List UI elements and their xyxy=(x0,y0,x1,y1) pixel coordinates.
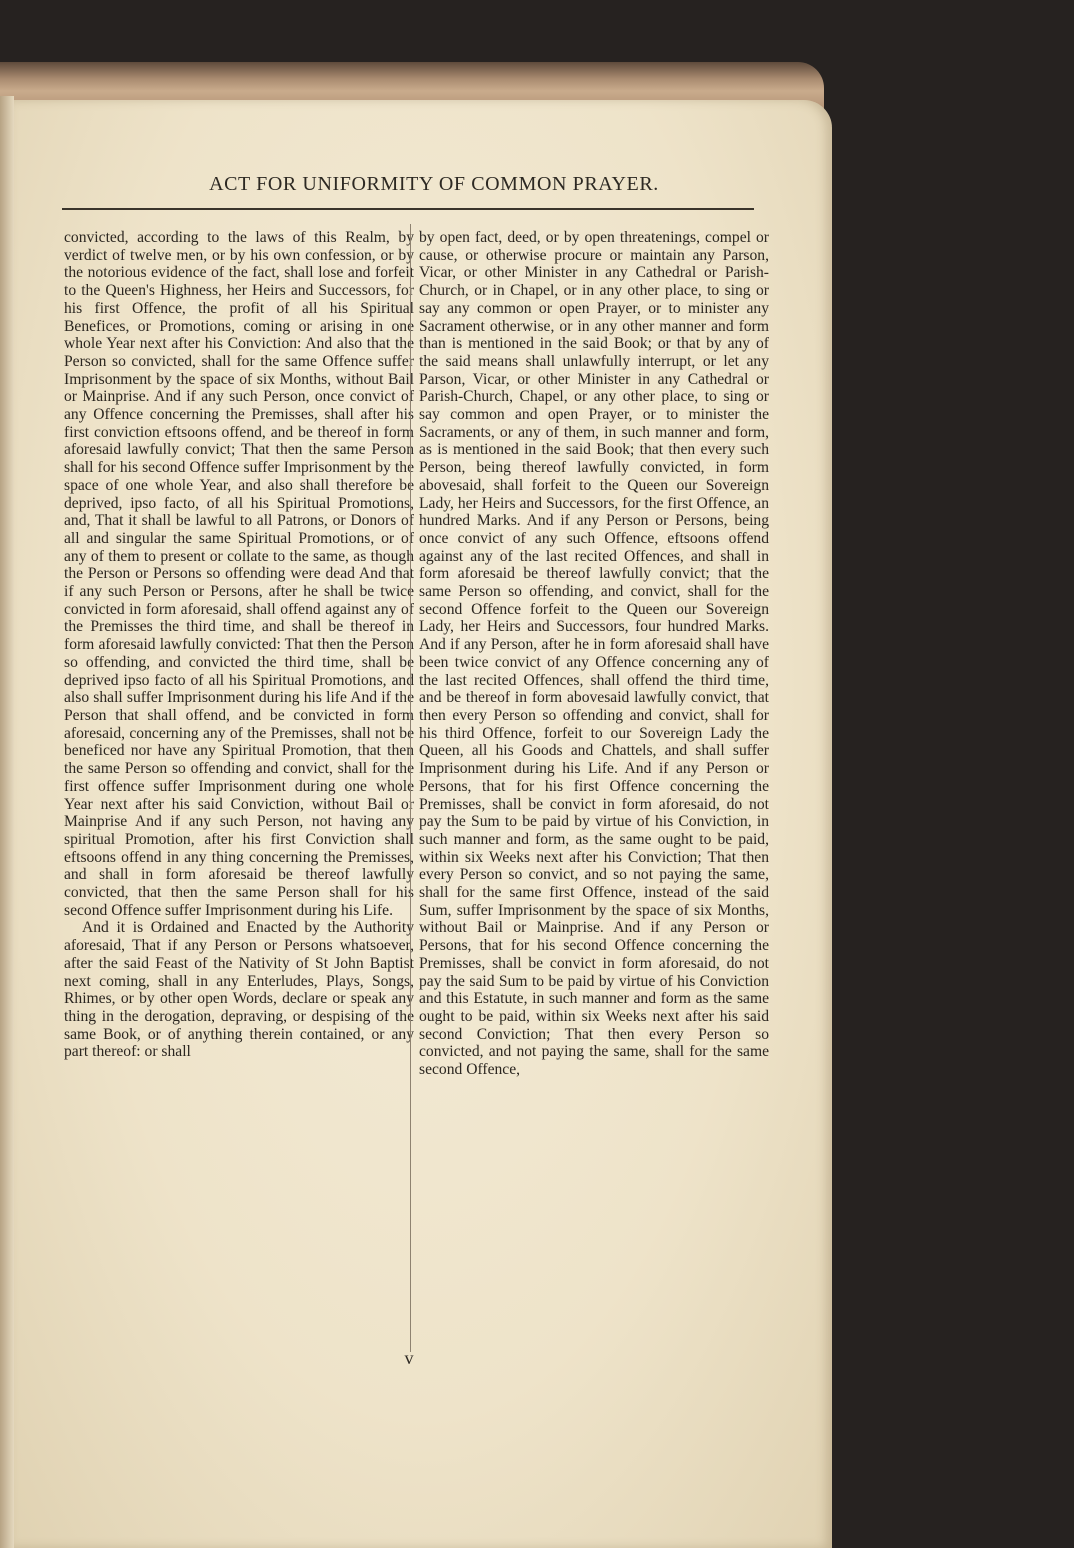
book-page xyxy=(14,100,832,1548)
header-rule xyxy=(62,208,754,210)
running-head: ACT FOR UNIFORMITY OF COMMON PRAYER. xyxy=(209,173,659,195)
right-column xyxy=(419,229,769,1079)
left-column-paragraph-1: convicted, according to the laws of this Realm, by verdict of twelve men, or by his own confession, or by the notorious evidence of the fact, shall lose and forfeit to the Queen's Highness, her Heirs and Successors, for his first Offence, the profit of all his Spiritual Benefices, or Promotions, coming or arising in one whole Year next after his Conviction: And also that the Person so convicted, shall for the same Offence suffer Imprisonment by the space of six Months, without Bail or Mainprise. And if any such Person, once convict of any Offence concerning the Premisses, shall after his first conviction eftsoons offend, and be thereof in form aforesaid lawfully convict; That then the same Person shall for his second Offence suffer Imprisonment by the space of one whole Year, and also shall therefore be deprived, ipso facto, of all his Spiritual Promotions, and, That it shall be lawful to all Patrons, or Donors of all and singular the same Spiritual Promotions, or of any of them to present or collate to the same, as though the Person or Persons so offending were dead And that if any such Person or Persons, after he shall be twice convicted in form aforesaid, shall offend against any of the Premisses the third time, and shall be thereof in form aforesaid lawfully convicted: That then the Person so offending, and convicted the third time, shall be deprived ipso facto of all his Spiritual Promotions, and also shall suffer Imprisonment during his life And if the Person that shall offend, and be convicted in form aforesaid, concerning any of the Premisses, shall not be beneficed nor have any Spiritual Promotion, that then the same Person so offending and convict, shall for the first offence suffer Imprisonment during one whole Year next after his said Conviction, without Bail or Mainprise And if any such Person, not having any spiritual Promotion, after his first Conviction shall eftsoons offend in any thing concerning the Premisses, and shall in form aforesaid be thereof lawfully convicted, that then the same Person shall for his second Offence suffer Imprisonment during his Life. xyxy=(64,229,414,919)
left-column-paragraph-2: And it is Ordained and Enacted by the Authority aforesaid, That if any Person or Persons whatsoever, after the said Feast of the Nativity of St John Baptist next coming, shall in any Enterludes, Plays, Songs, Rhimes, or by other open Words, declare or speak any thing in the derogation, depraving, or despising of the same Book, or of anything therein contained, or any part thereof: or shall xyxy=(64,919,414,1061)
page-number: v xyxy=(404,1348,414,1368)
left-column xyxy=(64,229,414,1061)
book-gutter xyxy=(0,96,14,1548)
right-column-paragraph-1: by open fact, deed, or by open threatenings, compel or cause, or otherwise procure or maintain any Parson, Vicar, or other Minister in any Cathedral or Parish-Church, or in Chapel, or in any other place, to sing or say any common or open Prayer, or to minister any Sacrament otherwise, or in any other manner and form than is mentioned in the said Book; or that by any of the said means shall unlawfully interrupt, or let any Parson, Vicar, or other Minister in any Cathedral or Parish-Church, Chapel, or any other place, to sing or say common and open Prayer, or to minister the Sacraments, or any of them, in such manner and form, as is mentioned in the said Book; that then every such Person, being thereof lawfully convicted, in form abovesaid, shall forfeit to the Queen our Sovereign Lady, her Heirs and Successors, for the first Offence, an hundred Marks. And if any Person or Persons, being once convict of any such Offence, eftsoons offend against any of the last recited Offences, and shall in form aforesaid be thereof lawfully convict; that the same Person so offending, and convict, shall for the second Offence forfeit to the Queen our Sovereign Lady, her Heirs and Successors, four hundred Marks. And if any Person, after he in form aforesaid shall have been twice convict of any Offence concerning any of the last recited Offences, shall offend the third time, and be thereof in form abovesaid lawfully convict, that then every Person so offending and convict, shall for his third Offence, forfeit to our Sovereign Lady the Queen, all his Goods and Chattels, and shall suffer Imprisonment during his Life. And if any Person or Persons, that for his first Offence concerning the Premisses, shall be convict in form aforesaid, do not pay the Sum to be paid by virtue of his Conviction, in such manner and form, as the same ought to be paid, within six Weeks next after his Conviction; That then every Person so convict, and so not paying the same, shall for the same first Offence, instead of the said Sum, suffer Imprisonment by the space of six Months, without Bail or Mainprise. And if any Person or Persons, that for his second Offence concerning the Premisses, shall be convict in form aforesaid, do not pay the said Sum to be paid by virtue of his Conviction and this Estatute, in such manner and form as the same ought to be paid, within six Weeks next after his said second Conviction; That then every Person so convicted, and not paying the same, shall for the same second Offence, xyxy=(419,229,769,1079)
column-divider xyxy=(410,224,411,1352)
